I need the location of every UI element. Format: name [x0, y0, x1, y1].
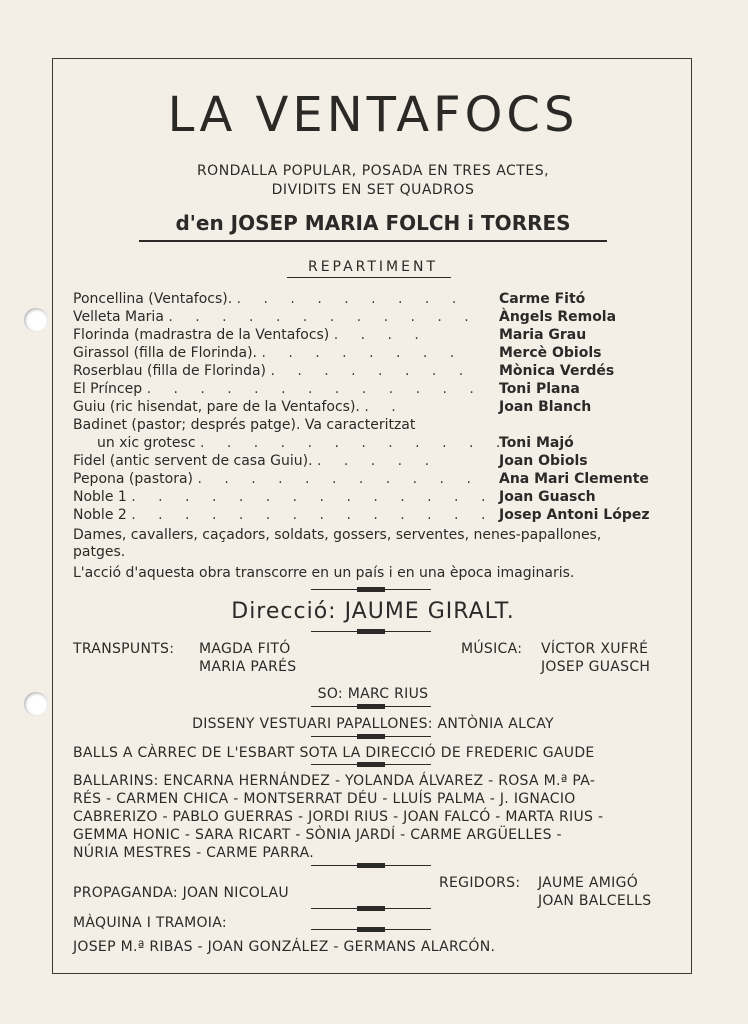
cast-actor: Joan Obiols: [499, 453, 588, 469]
cast-actor: Toni Plana: [499, 381, 580, 397]
cast-row: El Príncep . . . . . . . . . . . . .: [73, 381, 483, 397]
section-divider: [311, 589, 431, 590]
cast-row: Fidel (antic servent de casa Guiu). . . . . .: [73, 453, 439, 469]
cast-row: Roserblau (filla de Florinda) . . . . . . . .: [73, 363, 473, 379]
cast-actor: Carme Fitó: [499, 291, 586, 307]
transpunts-name-1: MAGDA FITÓ: [199, 641, 291, 657]
extras-line-1: Dames, cavallers, caçadors, soldats, gossers, serventes, nenes-papallones,: [73, 527, 602, 543]
cast-row: Pepona (pastora) . . . . . . . . . . .: [73, 471, 480, 487]
ballarins-line-4: GEMMA HONIC - SARA RICART - SÒNIA JARDÍ - CARME ARGÜELLES -: [73, 827, 562, 843]
cast-row: Girassol (filla de Florinda). . . . . . . . .: [73, 345, 464, 361]
cast-row: Noble 1 . . . . . . . . . . . . . .: [73, 489, 495, 505]
propaganda-credit: PROPAGANDA: JOAN NICOLAU: [73, 885, 289, 901]
regidors-label: REGIDORS:: [439, 875, 521, 891]
cast-row: Florinda (madrastra de la Ventafocs) . . . .: [73, 327, 428, 343]
subtitle-line-2: DIVIDITS EN SET QUADROS: [271, 182, 475, 198]
musica-name-1: VÍCTOR XUFRÉ: [541, 641, 649, 657]
cast-row: Noble 2 . . . . . . . . . . . . . .: [73, 507, 495, 523]
maquina-names: JOSEP M.ª RIBAS - JOAN GONZÁLEZ - GERMANS ALARCÓN.: [73, 939, 496, 955]
disseny-credit: DISSENY VESTUARI PAPALLONES: ANTÒNIA ALCAY: [192, 716, 554, 732]
cast-actor: Àngels Remola: [499, 309, 617, 325]
section-divider: [311, 736, 431, 737]
binder-hole-top: [24, 308, 48, 332]
section-divider: [311, 764, 431, 765]
cast-actor: Joan Guasch: [499, 489, 596, 505]
section-divider: [311, 706, 431, 707]
cast-actor: Toni Majó: [499, 435, 574, 451]
cast-heading-underline: [287, 277, 451, 278]
regidors-name-1: JAUME AMIGÓ: [538, 875, 639, 891]
section-divider: [311, 929, 431, 930]
section-divider: [311, 865, 431, 866]
cast-actor: Josep Antoni López: [499, 507, 650, 523]
so-credit: SO: MARC RIUS: [317, 686, 429, 702]
author-line: d'en JOSEP MARIA FOLCH i TORRES: [175, 211, 571, 235]
section-divider: [311, 908, 431, 909]
section-divider: [311, 631, 431, 632]
cast-row: Poncellina (Ventafocs). . . . . . . . . .: [73, 291, 466, 307]
extras-line-2: patges.: [73, 544, 126, 560]
ballarins-line-2: RÉS - CARMEN CHICA - MONTSERRAT DÉU - LLUÍS PALMA - J. IGNACIO: [73, 791, 576, 807]
cast-row: Velleta Maria . . . . . . . . . . . .: [73, 309, 478, 325]
cast-actor: Joan Blanch: [499, 399, 592, 415]
author-underline: [139, 240, 607, 242]
play-title: LA VENTAFOCS: [167, 87, 579, 143]
maquina-label: MÀQUINA I TRAMOIA:: [73, 915, 227, 931]
binder-hole-bottom: [24, 692, 48, 716]
cast-actor: Ana Mari Clemente: [499, 471, 649, 487]
direction-credit: Direcció: JAUME GIRALT.: [231, 599, 515, 624]
transpunts-label: TRANSPUNTS:: [73, 641, 175, 657]
transpunts-name-2: MARIA PARÉS: [199, 659, 297, 675]
subtitle-line-1: RONDALLA POPULAR, POSADA EN TRES ACTES,: [196, 163, 550, 179]
regidors-name-2: JOAN BALCELLS: [538, 893, 652, 909]
cast-row: Guiu (ric hisendat, pare de la Ventafocs). . .: [73, 399, 405, 415]
musica-label: MÚSICA:: [461, 641, 523, 657]
cast-actor: Maria Grau: [499, 327, 587, 343]
cast-row: un xic grotesc . . . . . . . . . . . .: [97, 435, 510, 451]
ballarins-line-1: BALLARINS: ENCARNA HERNÁNDEZ - YOLANDA ÁLVAREZ - ROSA M.ª PA-: [73, 773, 596, 789]
ballarins-line-3: CABRERIZO - PABLO GUERRAS - JORDI RIUS - JOAN FALCÓ - MARTA RIUS -: [73, 809, 604, 825]
cast-row: Badinet (pastor; després patge). Va caracteritzat: [73, 417, 416, 433]
musica-name-2: JOSEP GUASCH: [541, 659, 651, 675]
ballarins-line-5: NÚRIA MESTRES - CARME PARRA.: [73, 845, 315, 861]
balls-credit: BALLS A CÀRREC DE L'ESBART SOTA LA DIRECCIÓ DE FREDERIC GAUDE: [73, 745, 595, 761]
cast-heading: REPARTIMENT: [307, 259, 439, 275]
setting-note: L'acció d'aquesta obra transcorre en un país i en una època imaginaris.: [73, 565, 575, 581]
program-page: [52, 58, 692, 974]
cast-actor: Mònica Verdés: [499, 363, 615, 379]
cast-actor: Mercè Obiols: [499, 345, 602, 361]
